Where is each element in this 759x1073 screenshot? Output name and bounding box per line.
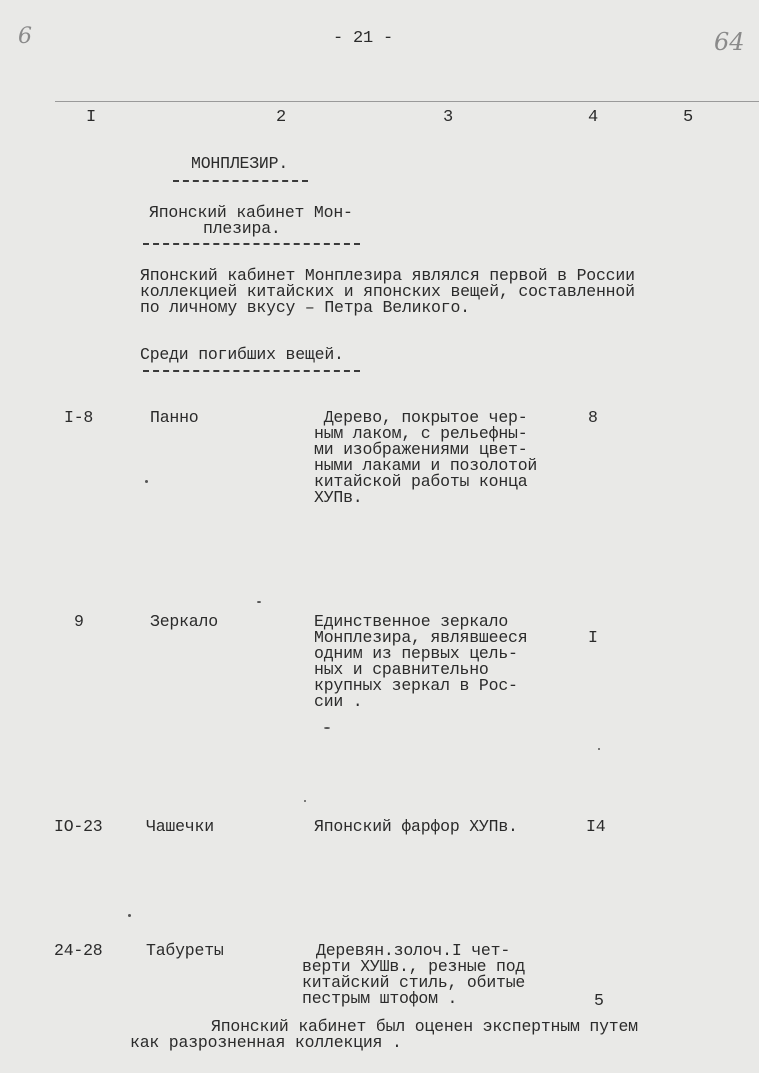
item-description-line: ных и сравнительно [314, 660, 489, 679]
item-description-line: крупных зеркал в Рос- [314, 676, 518, 695]
scan-speck [598, 748, 600, 750]
item-quantity: 5 [594, 991, 604, 1010]
item-quantity: I [588, 628, 598, 647]
item-number: 9 [74, 612, 84, 631]
section-title: МОНПЛЕЗИР. [191, 154, 289, 173]
item-description-line: Деревян.золоч.I чет- [316, 941, 511, 960]
item-description-line: сии . [314, 692, 363, 711]
corner-mark-right: 64 [714, 28, 745, 56]
lost-items-underline [143, 370, 360, 372]
column-header-5: 5 [683, 108, 694, 127]
item-name: Зеркало [150, 612, 218, 631]
item-name: Панно [150, 408, 199, 427]
item-name: Табуреты [146, 941, 224, 960]
item-description-line: ми изображениями цвет- [314, 440, 528, 459]
scan-speck [257, 601, 261, 603]
item-description-line: одним из первых цель- [314, 644, 518, 663]
item-number: I-8 [64, 408, 94, 427]
item-quantity: I4 [586, 817, 606, 836]
scan-speck [304, 800, 306, 802]
header-rule [55, 101, 759, 102]
item-description-line: китайский стиль, обитые [302, 973, 526, 992]
scan-speck [128, 914, 131, 917]
item-number: 24-28 [54, 941, 103, 960]
subtitle-line-2: плезира. [203, 219, 281, 238]
item-description-line: Единственное зеркало [314, 612, 509, 631]
item-description-line: ХУПв. [314, 488, 363, 507]
column-header-3: 3 [443, 108, 454, 127]
column-header-2: 2 [276, 108, 287, 127]
item-description-line: Японский фарфор ХУПв. [314, 817, 518, 836]
item-description-line: верти ХУШв., резные под [302, 957, 526, 976]
item-description-line: ным лаком, с рельефны- [314, 424, 528, 443]
subtitle-underline [143, 243, 360, 245]
item-description-line: пестрым штофом . [302, 989, 458, 1008]
item-description-line: китайской работы конца [314, 472, 528, 491]
intro-line-3: по личному вкусу – Петра Великого. [140, 298, 470, 317]
subtitle-line-1: Японский кабинет Мон- [149, 203, 353, 222]
page-number: - 21 - [333, 29, 394, 48]
column-header-4: 4 [588, 108, 599, 127]
item-description-line: Монплезира, являвшееся [314, 628, 528, 647]
footer-line-2: как разрозненная коллекция . [130, 1033, 402, 1052]
column-header-1: I [86, 108, 97, 127]
lost-items-heading: Среди погибших вещей. [140, 345, 344, 364]
item-description-line: Дерево, покрытое чер- [314, 408, 528, 427]
item-quantity: 8 [588, 408, 598, 427]
item-number: IO-23 [54, 817, 103, 836]
scan-speck [324, 727, 330, 729]
intro-line-2: коллекцией китайских и японских вещей, составленной [140, 282, 635, 301]
scan-speck [145, 480, 148, 483]
corner-mark-left: 6 [18, 24, 32, 49]
intro-line-1: Японский кабинет Монплезира являлся первой в России [140, 266, 635, 285]
item-description-line: ными лаками и позолотой [314, 456, 538, 475]
title-underline [173, 180, 308, 182]
item-name: Чашечки [146, 817, 214, 836]
footer-line-1: Японский кабинет был оценен экспертным путем [211, 1017, 638, 1036]
